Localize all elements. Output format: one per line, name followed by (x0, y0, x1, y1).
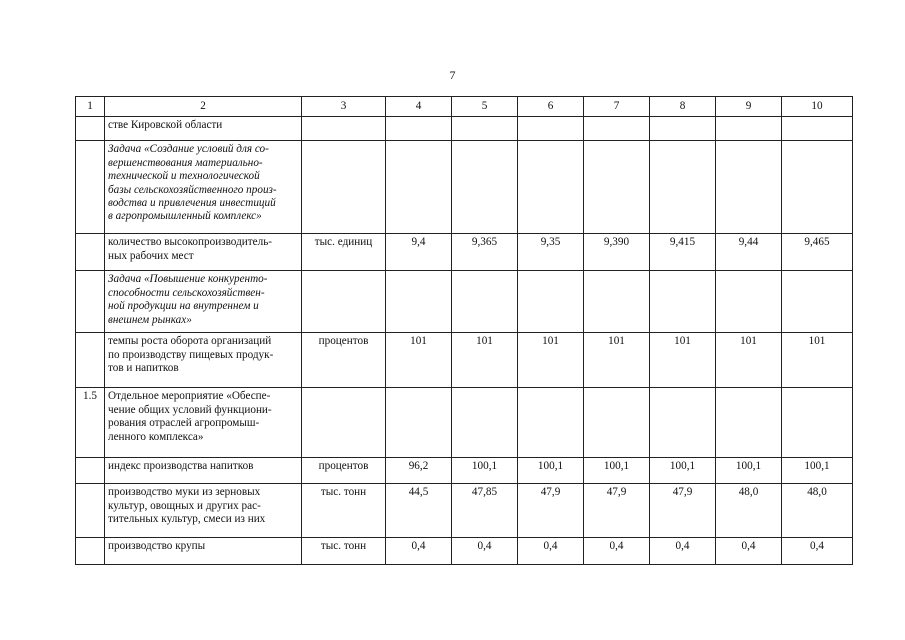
value-cell: 9,365 (452, 234, 518, 271)
description-line: индекс производства напитков (108, 460, 254, 473)
value-cell (452, 271, 518, 333)
value-cell (650, 117, 716, 141)
table-row (76, 271, 853, 333)
value-cell: 9,465 (782, 234, 853, 271)
description-line: Задача «Создание условий для со- (108, 143, 269, 156)
header-cell: 1 (76, 97, 105, 117)
value-cell (716, 388, 782, 458)
unit-cell (302, 117, 386, 141)
description-line: технической и технологической (108, 170, 260, 183)
value-cell (716, 141, 782, 234)
value-cell: 47,9 (584, 484, 650, 538)
value-cell (584, 117, 650, 141)
table-row (76, 538, 853, 565)
description-line: ных рабочих мест (108, 249, 194, 262)
value-cell: 101 (650, 333, 716, 388)
description-line: Задача «Повышение конкуренто- (108, 273, 268, 286)
description-line: количество высокопроизводитель- (108, 236, 273, 249)
description-line: стве Кировской области (108, 119, 223, 132)
value-cell (650, 271, 716, 333)
description-line: производство муки из зерновых (108, 486, 261, 499)
task-description-cell (105, 271, 302, 333)
value-cell: 0,4 (584, 538, 650, 565)
value-cell (782, 117, 853, 141)
unit-cell (302, 271, 386, 333)
value-cell (386, 141, 452, 234)
value-cell: 101 (452, 333, 518, 388)
header-cell: 10 (782, 97, 853, 117)
value-cell: 47,9 (518, 484, 584, 538)
value-cell: 0,4 (716, 538, 782, 565)
value-cell (782, 141, 853, 234)
value-cell (386, 388, 452, 458)
unit-cell: процентов (302, 458, 386, 484)
value-cell: 9,35 (518, 234, 584, 271)
indicator-name-cell (105, 333, 302, 388)
value-cell (716, 271, 782, 333)
item-number-cell (76, 538, 105, 565)
item-number-cell (76, 458, 105, 484)
header-cell: 2 (105, 97, 302, 117)
value-cell (452, 388, 518, 458)
value-cell: 100,1 (716, 458, 782, 484)
table-row (76, 388, 853, 458)
description-line: тов и напитков (108, 362, 179, 375)
value-cell (584, 141, 650, 234)
value-cell (452, 117, 518, 141)
description-line: водства и привлечения инвестиций (108, 197, 276, 210)
item-number-cell (76, 484, 105, 538)
value-cell: 47,9 (650, 484, 716, 538)
value-cell: 101 (716, 333, 782, 388)
value-cell (386, 117, 452, 141)
unit-cell: тыс. тонн (302, 484, 386, 538)
value-cell: 0,4 (650, 538, 716, 565)
description-line: ленного комплекса» (108, 430, 204, 443)
indicator-name-cell (105, 484, 302, 538)
value-cell: 44,5 (386, 484, 452, 538)
value-cell: 100,1 (584, 458, 650, 484)
description-line: чение общих условий функциони- (108, 403, 272, 416)
header-cell: 7 (584, 97, 650, 117)
value-cell (518, 388, 584, 458)
indicator-name-cell (105, 388, 302, 458)
value-cell: 101 (386, 333, 452, 388)
table-row (76, 333, 853, 388)
task-description-cell (105, 141, 302, 234)
page-number: 7 (449, 68, 456, 82)
description-line: Отдельное мероприятие «Обеспе- (108, 390, 271, 403)
value-cell: 0,4 (782, 538, 853, 565)
unit-cell (302, 141, 386, 234)
value-cell (584, 271, 650, 333)
value-cell: 0,4 (386, 538, 452, 565)
value-cell: 101 (782, 333, 853, 388)
table-body (76, 97, 853, 565)
value-cell: 100,1 (452, 458, 518, 484)
description-line: культур, овощных и других рас- (108, 499, 261, 512)
indicator-name-cell (105, 458, 302, 484)
header-cell: 9 (716, 97, 782, 117)
value-cell: 100,1 (650, 458, 716, 484)
value-cell: 101 (584, 333, 650, 388)
value-cell (650, 141, 716, 234)
description-line: способности сельскохозяйствен- (108, 286, 265, 299)
value-cell: 48,0 (782, 484, 853, 538)
value-cell (716, 117, 782, 141)
value-cell: 9,415 (650, 234, 716, 271)
description-line: по производству пищевых продук- (108, 348, 274, 361)
value-cell: 47,85 (452, 484, 518, 538)
value-cell (518, 271, 584, 333)
table-row (76, 117, 853, 141)
value-cell (386, 271, 452, 333)
item-number-cell (76, 141, 105, 234)
header-cell: 3 (302, 97, 386, 117)
value-cell: 9,390 (584, 234, 650, 271)
header-cell: 5 (452, 97, 518, 117)
value-cell: 48,0 (716, 484, 782, 538)
item-number-cell: 1.5 (76, 388, 105, 458)
description-line: вершенствования материально- (108, 156, 263, 169)
description-line: базы сельскохозяйственного произ- (108, 183, 277, 196)
indicator-name-cell (105, 538, 302, 565)
unit-cell: тыс. тонн (302, 538, 386, 565)
value-cell (782, 388, 853, 458)
value-cell (518, 141, 584, 234)
indicator-name-cell (105, 117, 302, 141)
indicators-table (75, 96, 853, 565)
header-cell: 8 (650, 97, 716, 117)
value-cell: 96,2 (386, 458, 452, 484)
description-line: производство крупы (108, 540, 206, 553)
value-cell: 100,1 (518, 458, 584, 484)
value-cell: 0,4 (518, 538, 584, 565)
description-line: тительных культур, смеси из них (108, 513, 266, 526)
value-cell (782, 271, 853, 333)
value-cell: 0,4 (452, 538, 518, 565)
unit-cell (302, 388, 386, 458)
header-row (76, 97, 853, 117)
item-number-cell (76, 271, 105, 333)
description-line: внешнем рынках» (108, 313, 192, 326)
value-cell (518, 117, 584, 141)
value-cell: 9,4 (386, 234, 452, 271)
table-row (76, 484, 853, 538)
table-row (76, 141, 853, 234)
unit-cell: процентов (302, 333, 386, 388)
value-cell: 101 (518, 333, 584, 388)
description-line: рования отраслей агропромыш- (108, 417, 260, 430)
header-cell: 4 (386, 97, 452, 117)
value-cell: 100,1 (782, 458, 853, 484)
description-line: в агропромышленный комплекс» (108, 210, 262, 223)
item-number-cell (76, 234, 105, 271)
item-number-cell (76, 333, 105, 388)
description-line: темпы роста оборота организаций (108, 335, 272, 348)
table-row (76, 458, 853, 484)
description-line: ной продукции на внутреннем и (108, 300, 259, 313)
header-cell: 6 (518, 97, 584, 117)
indicator-name-cell (105, 234, 302, 271)
value-cell (650, 388, 716, 458)
item-number-cell (76, 117, 105, 141)
value-cell (452, 141, 518, 234)
unit-cell: тыс. единиц (302, 234, 386, 271)
value-cell (584, 388, 650, 458)
table-row (76, 234, 853, 271)
value-cell: 9,44 (716, 234, 782, 271)
